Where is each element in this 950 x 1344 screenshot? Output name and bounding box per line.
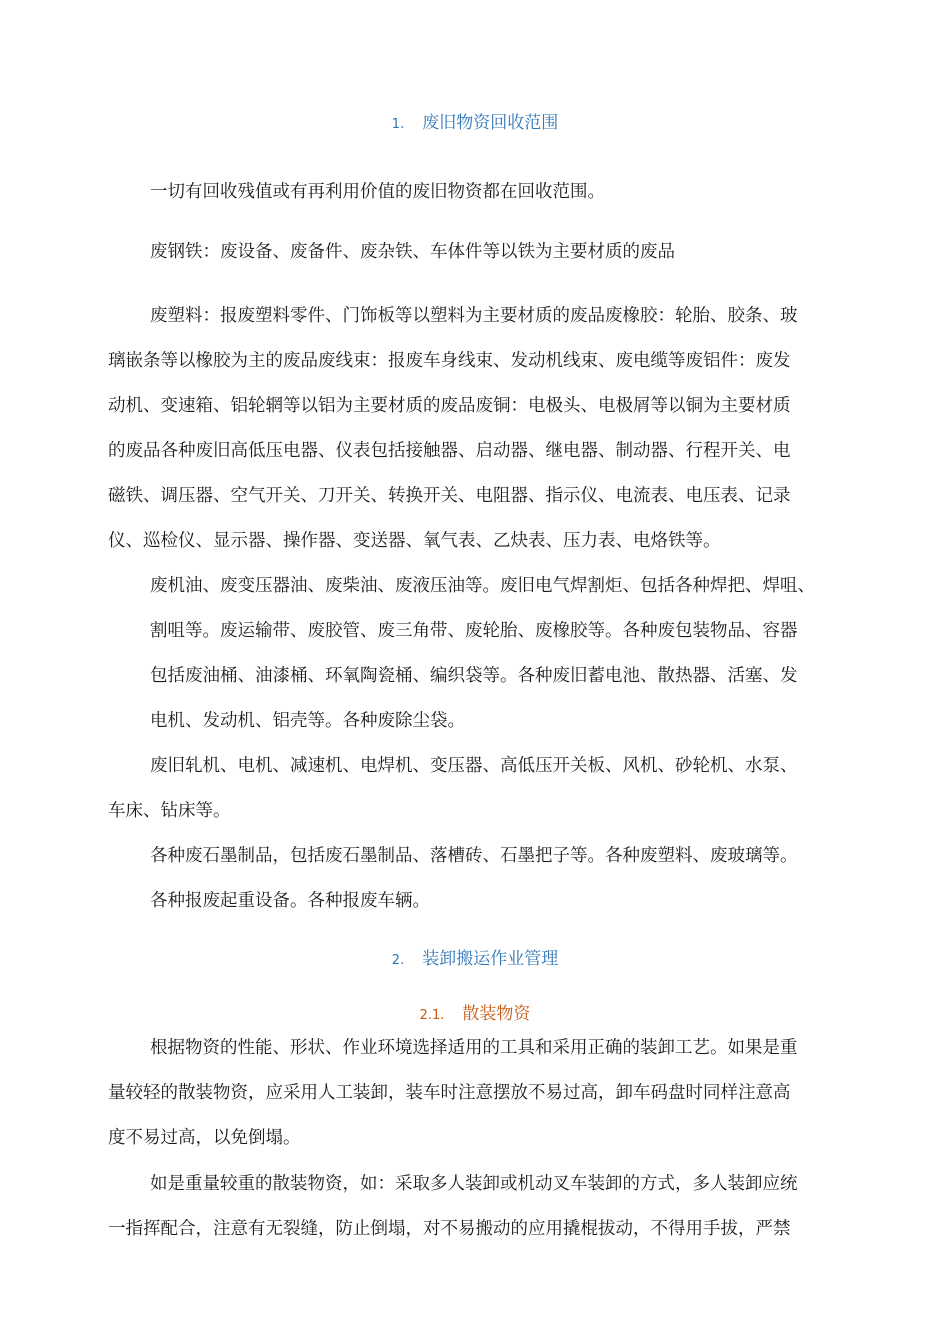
paragraph-recovery-scope bbox=[150, 170, 605, 215]
text-line: 包括废油桶、油漆桶、环氧陶瓷桶、编织袋等。各种废旧蓄电池、散热器、活塞、发 bbox=[150, 666, 798, 686]
text-line: 动机、变速箱、铝轮辋等以铝为主要材质的废品废铜：电极头、电极屑等以铜为主要材质 bbox=[108, 396, 791, 416]
section-2-1-heading bbox=[0, 999, 950, 1024]
paragraph-light-bulk bbox=[108, 1026, 798, 1161]
text-line: 电机、发动机、铝壳等。各种废除尘袋。 bbox=[150, 711, 465, 731]
text-line: 度不易过高，以免倒塌。 bbox=[108, 1128, 301, 1148]
section-2-number: 2. bbox=[391, 953, 405, 968]
text-line: 割咀等。废运输带、废胶管、废三角带、废轮胎、废橡胶等。各种废包装物品、容器 bbox=[150, 621, 798, 641]
paragraph-scrap-steel bbox=[150, 230, 675, 275]
text-line: 废旧轧机、电机、减速机、电焊机、变压器、高低压开关板、风机、砂轮机、水泵、 bbox=[150, 756, 798, 776]
text-line: 车床、钻床等。 bbox=[108, 801, 231, 821]
section-1-number: 1. bbox=[391, 117, 405, 132]
text-line: 废钢铁：废设备、废备件、废杂铁、车体件等以铁为主要材质的废品 bbox=[150, 242, 675, 262]
paragraph-waste-oils bbox=[150, 564, 815, 744]
section-2-1-title: 散装物资 bbox=[462, 1004, 531, 1024]
section-2-title: 装卸搬运作业管理 bbox=[422, 949, 559, 969]
paragraph-scrap-materials bbox=[108, 294, 798, 564]
text-line: 各种废石墨制品，包括废石墨制品、落槽砖、石墨把子等。各种废塑料、废玻璃等。 bbox=[150, 846, 798, 866]
text-line: 一指挥配合，注意有无裂缝，防止倒塌，对不易搬动的应用撬棍拔动，不得用手拔，严禁 bbox=[108, 1219, 791, 1239]
text-line: 磁铁、调压器、空气开关、刀开关、转换开关、电阻器、指示仪、电流表、电压表、记录 bbox=[108, 486, 791, 506]
section-1-heading bbox=[0, 108, 950, 133]
text-line: 根据物资的性能、形状、作业环境选择适用的工具和采用正确的装卸工艺。如果是重 bbox=[150, 1038, 798, 1058]
text-line: 各种报废起重设备。各种报废车辆。 bbox=[150, 891, 430, 911]
section-1-title: 废旧物资回收范围 bbox=[422, 113, 559, 133]
paragraph-machinery bbox=[108, 744, 798, 834]
section-2-heading bbox=[0, 944, 950, 969]
paragraph-heavy-bulk bbox=[108, 1162, 798, 1252]
text-line: 废机油、废变压器油、废柴油、废液压油等。废旧电气焊割炬、包括各种焊把、焊咀、 bbox=[150, 576, 815, 596]
text-line: 如是重量较重的散装物资，如：采取多人装卸或机动叉车装卸的方式，多人装卸应统 bbox=[150, 1174, 798, 1194]
text-line: 的废品各种废旧高低压电器、仪表包括接触器、启动器、继电器、制动器、行程开关、电 bbox=[108, 441, 791, 461]
text-line: 量较轻的散装物资，应采用人工装卸，装车时注意摆放不易过高，卸车码盘时同样注意高 bbox=[108, 1083, 791, 1103]
text-line: 一切有回收残值或有再利用价值的废旧物资都在回收范围。 bbox=[150, 182, 605, 202]
section-2-1-number: 2.1. bbox=[419, 1008, 445, 1023]
paragraph-graphite-vehicles bbox=[150, 834, 798, 924]
text-line: 璃嵌条等以橡胶为主的废品废线束：报废车身线束、发动机线束、废电缆等废铝件：废发 bbox=[108, 351, 791, 371]
text-line: 废塑料：报废塑料零件、门饰板等以塑料为主要材质的废品废橡胶：轮胎、胶条、玻 bbox=[150, 306, 798, 326]
text-line: 仪、巡检仪、显示器、操作器、变送器、氧气表、乙炔表、压力表、电烙铁等。 bbox=[108, 531, 721, 551]
